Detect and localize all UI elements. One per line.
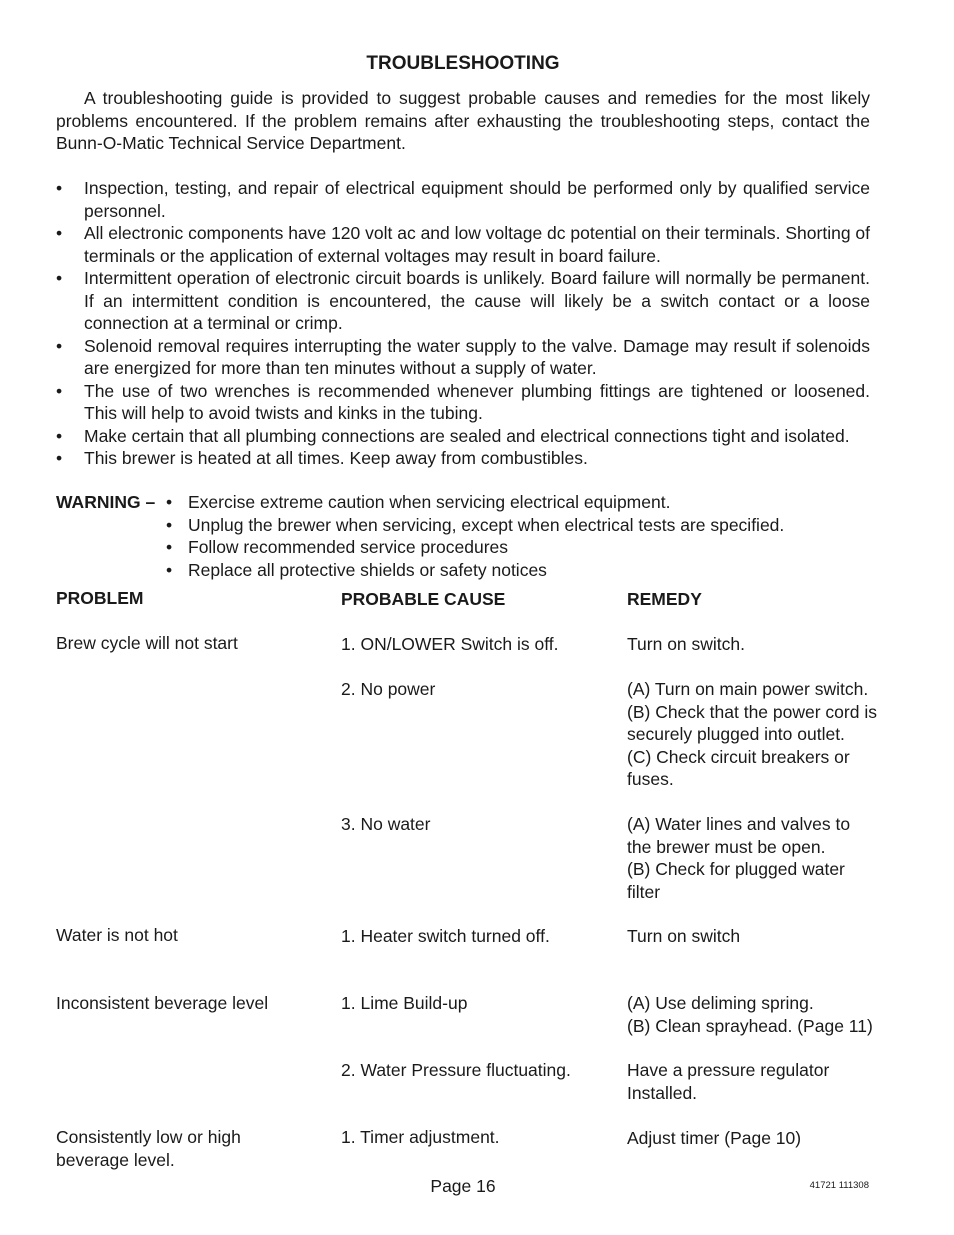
warning-text: Replace all protective shields or safety notices <box>188 559 547 580</box>
warning-text: Exercise extreme caution when servicing electrical equipment. <box>188 492 671 512</box>
cause-cell: 1. Heater switch turned off. <box>341 926 550 946</box>
header-probable-cause: PROBABLE CAUSE <box>341 589 506 609</box>
note-text: Intermittent operation of electronic circuit boards is unlikely. Board failure will normally be permanent. If an intermittent condition is encountered, the cause will likely be a switch contact or a loose connection at a terminal or crimp. <box>84 268 870 333</box>
warning-label: WARNING – <box>56 492 156 512</box>
cause-cell: 3. No water <box>341 814 431 834</box>
bullet-icon: • <box>56 448 63 468</box>
bullet-icon: • <box>56 223 63 243</box>
note-item <box>56 335 870 380</box>
document-code: 41721 111308 <box>809 1180 869 1191</box>
remedy-cell: (A) Turn on main power switch. (B) Check that the power cord is securely plugged into outlet. (C) Check circuit breakers or fuses. <box>627 679 877 789</box>
bullet-icon: • <box>166 559 173 580</box>
cause-cell: 1. Timer adjustment. <box>341 1127 500 1147</box>
note-text: This brewer is heated at all times. Keep away from combustibles. <box>84 448 588 468</box>
note-item <box>56 425 870 448</box>
warning-list <box>166 491 784 581</box>
page-number: Page 16 <box>430 1176 496 1196</box>
intro-paragraph: A troubleshooting guide is provided to suggest probable causes and remedies for the most likely problems encountered. If the problem remains after exhausting the troubleshooting steps, contact the Bunn-O-Matic Technical Service Department. <box>56 88 870 153</box>
note-text: Make certain that all plumbing connections are sealed and electrical connections tight and isolated. <box>84 425 850 446</box>
bullet-icon: • <box>56 380 63 401</box>
warning-item <box>166 491 784 514</box>
remedy-cell: Turn on switch. <box>627 634 746 654</box>
warning-item <box>166 559 784 582</box>
safety-notes-list <box>56 177 870 470</box>
remedy-cell: (A) Use deliming spring. (B) Clean sprayhead. (Page 11) <box>627 993 873 1036</box>
bullet-icon: • <box>166 514 173 535</box>
bullet-icon: • <box>56 268 63 288</box>
cause-cell: 1. Lime Build-up <box>341 993 468 1013</box>
note-item <box>56 222 870 267</box>
bullet-icon: • <box>166 537 173 557</box>
note-item <box>56 267 870 335</box>
warning-text: Unplug the brewer when servicing, except when electrical tests are specified. <box>188 514 785 535</box>
note-text: Inspection, testing, and repair of electrical equipment should be performed only by qualified service personnel. <box>84 178 870 221</box>
bullet-icon: • <box>56 335 63 356</box>
warning-item <box>166 514 784 537</box>
cause-cell: 2. No power <box>341 679 436 699</box>
cause-cell: 1. ON/LOWER Switch is off. <box>341 634 559 654</box>
remedy-cell: Turn on switch <box>627 926 741 946</box>
bullet-icon: • <box>166 492 173 512</box>
problem-cell: Consistently low or high beverage level. <box>56 1127 241 1170</box>
problem-cell: Brew cycle will not start <box>56 633 238 653</box>
cause-cell: 2. Water Pressure fluctuating. <box>341 1060 571 1080</box>
note-item <box>56 380 870 425</box>
warning-text: Follow recommended service procedures <box>188 537 508 557</box>
note-text: The use of two wrenches is recommended whenever plumbing fittings are tightened or loosened. This will help to avoid twists and kinks in the tubing. <box>84 380 870 423</box>
note-text: All electronic components have 120 volt ac and low voltage dc potential on their terminals. Shorting of terminals or the application of external voltages may result in board failure. <box>84 223 871 266</box>
note-item <box>56 447 870 470</box>
warning-item <box>166 536 784 559</box>
header-problem: PROBLEM <box>56 588 144 608</box>
bullet-icon: • <box>56 425 63 446</box>
problem-cell: Inconsistent beverage level <box>56 993 269 1013</box>
bullet-icon: • <box>56 178 63 198</box>
remedy-cell: (A) Water lines and valves to the brewer must be open. (B) Check for plugged water filter <box>627 814 851 902</box>
note-text: Solenoid removal requires interrupting the water supply to the valve. Damage may result if solenoids are energized for more than ten minutes without a supply of water. <box>84 335 870 378</box>
header-remedy: REMEDY <box>627 589 702 609</box>
remedy-cell: Adjust timer (Page 10) <box>627 1128 802 1148</box>
note-item <box>56 177 870 222</box>
remedy-cell: Have a pressure regulator Installed. <box>627 1060 830 1103</box>
problem-cell: Water is not hot <box>56 925 178 945</box>
page-title: TROUBLESHOOTING <box>366 53 560 74</box>
